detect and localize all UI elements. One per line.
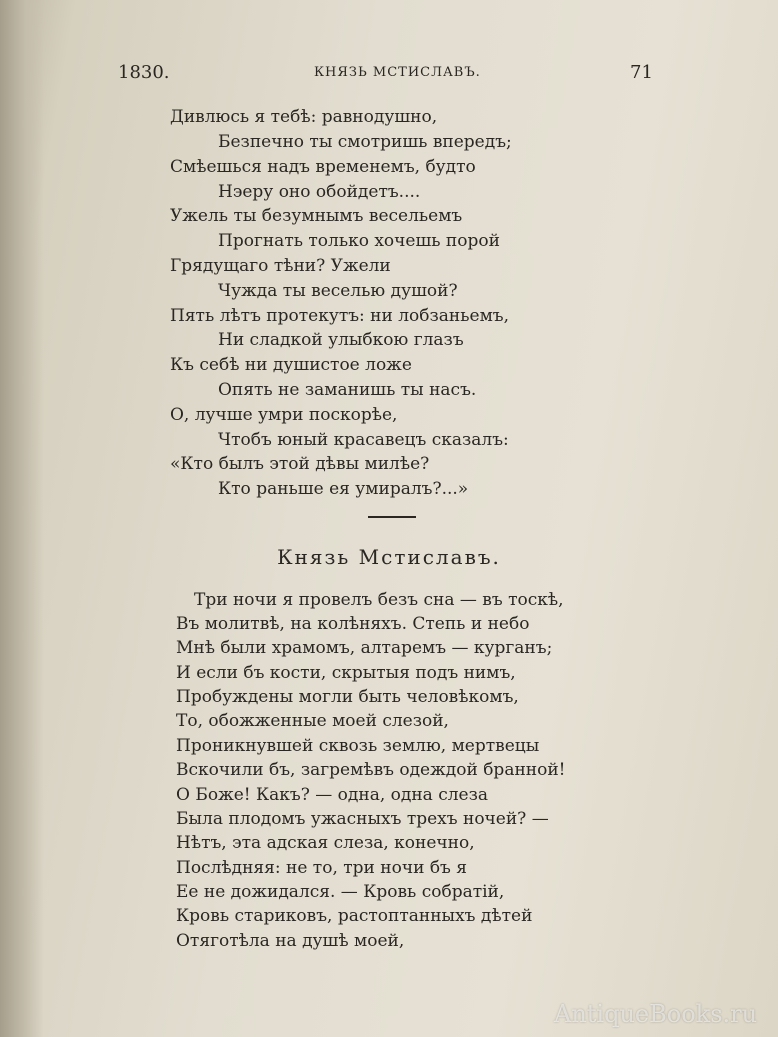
verse-line: То, обожженные моей слезой, <box>176 711 449 731</box>
header-year: 1830. <box>118 62 170 83</box>
verse-line: Послѣдняя: не то, три ночи бъ я <box>176 858 467 878</box>
verse-line: Нѣтъ, эта адская слеза, конечно, <box>176 833 475 853</box>
page-header <box>0 62 778 88</box>
verse-line: Безпечно ты смотришь впередъ; <box>218 132 512 152</box>
verse-line: Смѣешься надъ временемъ, будто <box>170 157 476 177</box>
verse-line: Нэеру оно обойдетъ.... <box>218 182 421 202</box>
verse-line: Ужель ты безумнымъ весельемъ <box>170 206 463 226</box>
verse-line: Въ молитвѣ, на колѣняхъ. Степь и небо <box>176 614 530 634</box>
running-title: КНЯЗЬ МСТИСЛАВЪ. <box>314 65 481 80</box>
verse-line: Пробуждены могли быть человѣкомъ, <box>176 687 519 707</box>
verse-line: Ее не дожидался. — Кровь собратій, <box>176 882 505 902</box>
verse-line: «Кто былъ этой дѣвы милѣе? <box>170 454 430 474</box>
verse-line: Была плодомъ ужасныхъ трехъ ночей? — <box>176 809 549 829</box>
verse-line: Три ночи я провелъ безъ сна — въ тоскѣ, <box>194 590 564 610</box>
poem-title: Князь Мстиславъ. <box>277 545 501 569</box>
verse-line: Чужда ты веселью душой? <box>218 281 458 301</box>
verse-line: Къ себѣ ни душистое ложе <box>170 355 412 375</box>
verse-line: И если бъ кости, скрытыя подъ нимъ, <box>176 663 516 683</box>
verse-line: Грядущаго тѣни? Ужели <box>170 256 391 276</box>
verse-line: Пять лѣтъ протекутъ: ни лобзаньемъ, <box>170 306 510 326</box>
watermark: AntiqueBooks.ru <box>554 1000 758 1028</box>
verse-line: О, лучше умри поскорѣе, <box>170 405 398 425</box>
verse-line: Дивлюсь я тебѣ: равнодушно, <box>170 107 438 127</box>
verse-line: Прогнать только хочешь порой <box>218 231 500 251</box>
verse-line: Кто раньше ея умиралъ?...» <box>218 479 469 499</box>
page-number: 71 <box>630 62 653 83</box>
verse-line: Кровь стариковъ, растоптанныхъ дѣтей <box>176 906 533 926</box>
verse-line: Проникнувшей сквозь землю, мертвецы <box>176 736 540 756</box>
verse-line: Отяготѣла на душѣ моей, <box>176 931 405 951</box>
section-divider <box>368 516 416 518</box>
verse-line: Мнѣ были храмомъ, алтаремъ — курганъ; <box>176 638 553 658</box>
verse-line: Вскочили бъ, загремѣвъ одеждой бранной! <box>176 760 566 780</box>
verse-line: Опять не заманишь ты насъ. <box>218 380 477 400</box>
verse-line: О Боже! Какъ? — одна, одна слеза <box>176 785 488 805</box>
book-spine-shadow <box>0 0 44 1037</box>
verse-line: Чтобъ юный красавецъ сказалъ: <box>218 430 509 450</box>
verse-line: Ни сладкой улыбкою глазъ <box>218 330 464 350</box>
